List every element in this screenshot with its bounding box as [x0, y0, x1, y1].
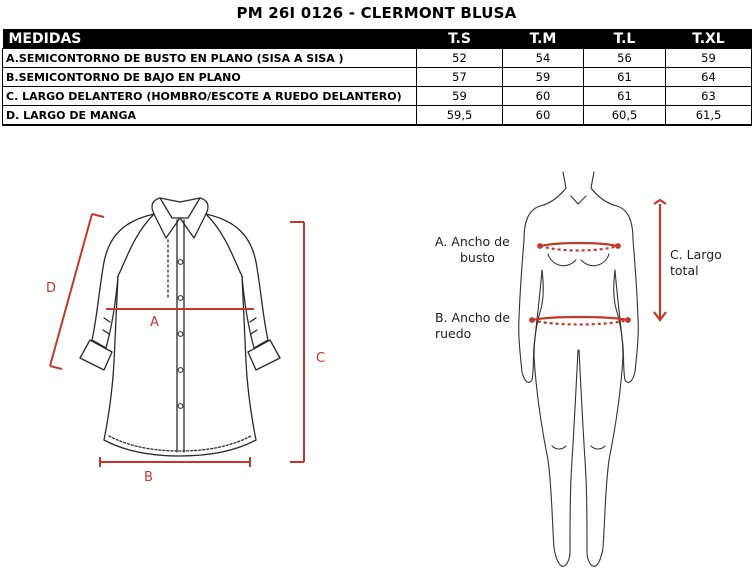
cell-value: 52	[417, 49, 503, 68]
cell-value: 63	[666, 87, 752, 106]
length-label: C. Largo	[670, 247, 722, 262]
cell-value: 64	[666, 68, 752, 87]
cell-value: 59,5	[417, 106, 503, 126]
label-b: B	[144, 470, 153, 485]
cell-value: 61	[584, 68, 666, 87]
label-c: C	[316, 351, 326, 366]
cell-value: 60,5	[584, 106, 666, 126]
header-size-m: T.M	[503, 29, 584, 49]
header-size-xl: T.XL	[666, 29, 752, 49]
cell-value: 59	[503, 68, 584, 87]
cell-value: 57	[417, 68, 503, 87]
row-label: A.SEMICONTORNO DE BUSTO EN PLANO (SISA A SISA )	[3, 49, 417, 68]
label-d: D	[46, 281, 57, 296]
cell-value: 54	[503, 49, 584, 68]
page-title: PM 26I 0126 - CLERMONT BLUSA	[236, 4, 517, 22]
header-size-s: T.S	[417, 29, 503, 49]
cell-value: 59	[417, 87, 503, 106]
row-label: B.SEMICONTORNO DE BAJO EN PLANO	[3, 68, 417, 87]
cell-value: 60	[503, 106, 584, 126]
hem-label: B. Ancho de	[435, 310, 511, 325]
header-size-l: T.L	[584, 29, 666, 49]
body-figure	[519, 172, 639, 566]
hem-label-cont: ruedo	[435, 326, 472, 341]
cell-value: 59	[666, 49, 752, 68]
row-label: C. LARGO DELANTERO (HOMBRO/ESCOTE A RUEDO DELANTERO)	[3, 87, 417, 106]
shirt-buttons	[178, 260, 183, 409]
length-label-cont: total	[670, 263, 699, 278]
bust-label-cont: busto	[460, 250, 495, 265]
cell-value: 56	[584, 49, 666, 68]
body-measurements	[530, 200, 666, 325]
cell-value: 60	[503, 87, 584, 106]
label-a: A	[150, 315, 159, 330]
row-label: D. LARGO DE MANGA	[3, 106, 417, 126]
header-medidas: MEDIDAS	[3, 29, 417, 49]
cell-value: 61	[584, 87, 666, 106]
shirt-sketch	[80, 198, 280, 456]
cell-value: 61,5	[666, 106, 752, 126]
bust-label: A. Ancho de	[435, 234, 510, 249]
measure-line-d	[50, 214, 92, 366]
